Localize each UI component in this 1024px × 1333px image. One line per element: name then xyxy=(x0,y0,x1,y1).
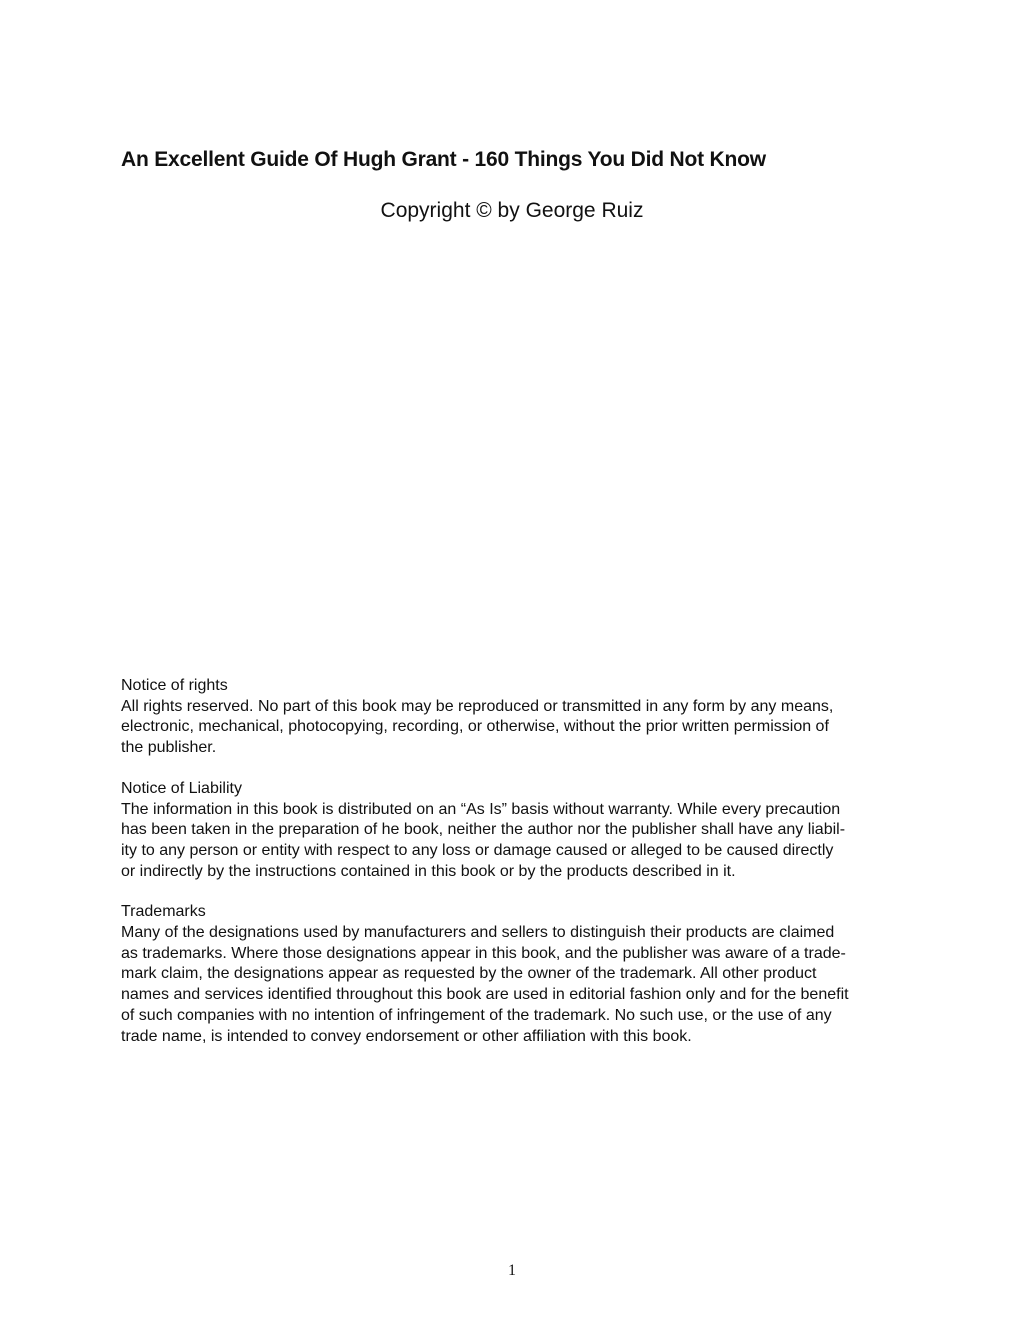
section-text-line: of such companies with no intention of infringement of the trademark. No such use, or the use of any xyxy=(121,1006,832,1024)
page-number: 1 xyxy=(508,1262,516,1279)
section-text-line: Many of the designations used by manufacturers and sellers to distinguish their products are claimed xyxy=(121,924,835,942)
section-text-line: the publisher. xyxy=(121,739,217,757)
copyright-notice: Copyright © by George Ruiz xyxy=(380,199,644,222)
section-text-line: trade name, is intended to convey endorsement or other affiliation with this book. xyxy=(121,1027,692,1045)
section-text-line: All rights reserved. No part of this book may be reproduced or transmitted in any form by any means, xyxy=(121,697,834,715)
book-title: An Excellent Guide Of Hugh Grant - 160 Things You Did Not Know xyxy=(121,148,766,171)
section-heading: Notice of rights xyxy=(121,677,228,694)
section-text-line: electronic, mechanical, photocopying, recording, or otherwise, without the prior written permission of xyxy=(121,718,829,736)
notice-of-rights-section xyxy=(121,676,921,759)
section-text-line: names and services identified throughout this book are used in editorial fashion only and for the benefit xyxy=(121,986,849,1004)
section-text-line: ity to any person or entity with respect to any loss or damage caused or alleged to be caused directly xyxy=(121,841,834,859)
section-heading: Notice of Liability xyxy=(121,779,242,797)
section-text-line: or indirectly by the instructions contained in this book or by the products described in it. xyxy=(121,862,736,880)
section-text-line: as trademarks. Where those designations appear in this book, and the publisher was aware of a trade- xyxy=(121,944,846,962)
trademarks-section xyxy=(121,902,921,1047)
section-heading: Trademarks xyxy=(121,903,206,921)
section-text-line: The information in this book is distributed on an “As Is” basis without warranty. While every precaution xyxy=(121,800,841,818)
legal-notices xyxy=(121,676,921,1067)
section-text-line: has been taken in the preparation of he book, neither the author nor the publisher shall have any liabil- xyxy=(121,821,846,839)
notice-of-liability-section xyxy=(121,779,921,883)
section-text-line: mark claim, the designations appear as requested by the owner of the trademark. All other product xyxy=(121,965,817,983)
